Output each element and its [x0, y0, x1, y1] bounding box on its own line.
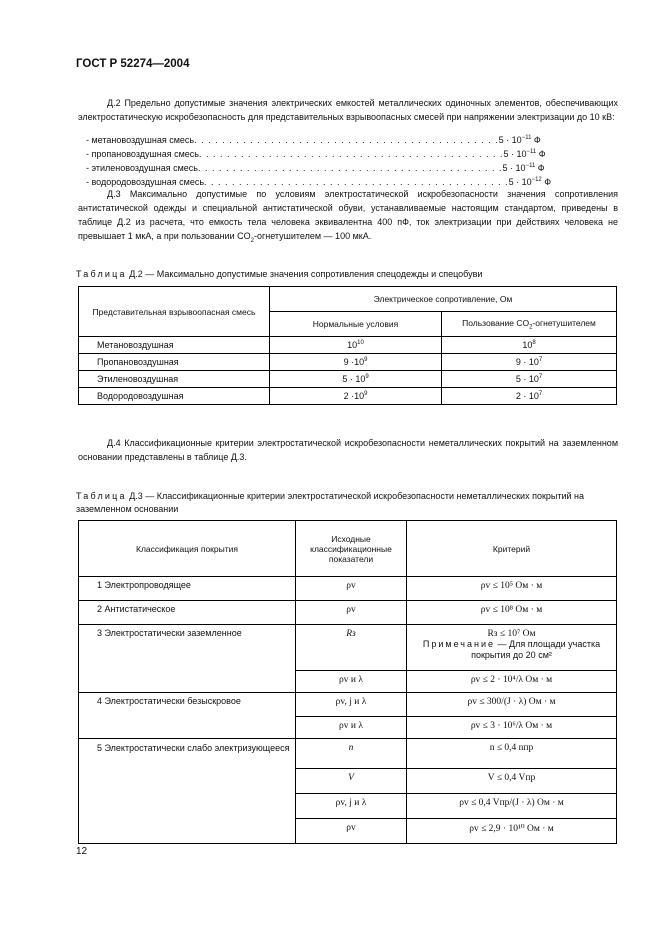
column-header: Классификация покрытия	[79, 521, 296, 577]
list-item: - метановоздушная смесь . . . . . . . . . . . . . . . . . . . . . . . . . . . . . . . . . . . . . . . . . . . . $5 \cdot 10^{-11}$ Ф	[86, 135, 541, 145]
table-d3	[78, 520, 617, 844]
column-header: Представительная взрывоопасная смесь	[79, 287, 270, 337]
paragraph-d3: Д.3 Максимально допустимые по условиям электростатической искробезопасности значения сопротивления антистатической одежды и специальной антистатической обуви, устанавливаемые настоящим стандартом, приведены в таблице Д.2 из расчета, что емкость тела человека эквивалентна 400 пФ, ток электризации при действиях человека не превышает 1 мкА, а при пользовании $CO_2$-огнетушителем — 100 мкА.	[78, 189, 618, 244]
capacitance-list	[86, 131, 552, 187]
paragraph-d4: Д.4 Классификационные критерии электростатической искробезопасности неметаллических покрытий на заземленном основании представлены в таблице Д.3.	[78, 438, 618, 462]
table-row: ρv, j и λ ρv ≤ 0,4 Vпр/(J · λ) Ом · м	[79, 794, 617, 819]
table-d2-caption: Таблица Д.2 — Максимально допустимые значения сопротивления спецодежды и спецобуви	[76, 269, 483, 279]
list-item: - водородовоздушная смесь . . . . . . . . . . . . . . . . . . . . . . . . . . . . . . . . . . . . . . . . . . . . $5 \cdot 10^{-12}$ Ф	[86, 177, 552, 187]
list-item: - этиленовоздушная смесь . . . . . . . . . . . . . . . . . . . . . . . . . . . . . . . . . . . . . . . . . . . . $5 \cdot 10^{-11}$ Ф	[86, 163, 545, 173]
table-row: ρv и λ ρv ≤ 2 · 10⁴/λ Ом · м	[79, 671, 617, 693]
paragraph-d2: Д.2 Предельно допустимые значения электрических емкостей металлических одиночных элементов, обеспечивающих электростатическую искробезопасность для представительных взрывоопасных смесей при напряжении электризации до 10 кВ:	[78, 98, 618, 122]
table-row: Метановоздушная $10^{10}$ $10^8$	[79, 337, 617, 354]
table-note: Примечание — Для площади участка покрытия до 20 см²	[422, 639, 601, 660]
table-row: Этиленовоздушная $5 \cdot 10^9$ $5 \cdot 10^7$	[79, 371, 617, 388]
table-row: ρv и λ ρv ≤ 3 · 10⁶/λ Ом · м	[79, 717, 617, 739]
column-header: Пользование $CO_2$-огнетушителем	[442, 312, 617, 337]
column-header: Электрическое сопротивление, Ом	[270, 287, 617, 312]
table-row: 2 Антистатическое ρv ρv ≤ 10⁸ Ом · м	[79, 601, 617, 625]
table-row: V V ≤ 0,4 Vпр	[79, 769, 617, 794]
column-header: Нормальные условия	[270, 312, 442, 337]
table-row: 5 Электростатически слабо электризующееся n n ≤ 0,4 nпр	[79, 739, 617, 769]
column-header: Исходные классификационные показатели	[296, 521, 407, 577]
table-d2	[78, 286, 617, 405]
table-row: 3 Электростатически заземленное Rз Rз ≤ 10⁷ Ом Примечание — Для площади участка покрытия до 20 см²	[79, 625, 617, 671]
page-number: 12	[76, 846, 88, 857]
column-header: Критерий	[407, 521, 617, 577]
table-row: 4 Электростатически безыскровое ρv, j и λ ρv ≤ 300/(J · λ) Ом · м	[79, 693, 617, 717]
list-item: - пропановоздушная смесь . . . . . . . . . . . . . . . . . . . . . . . . . . . . . . . . . . . . . . . . . . . . $5 \cdot 10^{-11}$ Ф	[86, 149, 546, 159]
table-row: Пропановоздушная $9 \cdot 10^9$ $9 \cdot 10^7$	[79, 354, 617, 371]
table-row: ρv ρv ≤ 2,9 · 10¹⁰ Ом · м	[79, 819, 617, 844]
table-d3-caption: Таблица Д.3 — Классификационные критерии электростатической искробезопасности неметаллических покрытий на заземленном основании	[76, 491, 585, 514]
table-row: Водородовоздушная $2 \cdot 10^9$ $2 \cdot 10^7$	[79, 388, 617, 405]
document-header: ГОСТ Р 52274—2004	[76, 58, 190, 70]
table-row: 1 Электропроводящее ρv ρv ≤ 10⁵ Ом · м	[79, 577, 617, 601]
